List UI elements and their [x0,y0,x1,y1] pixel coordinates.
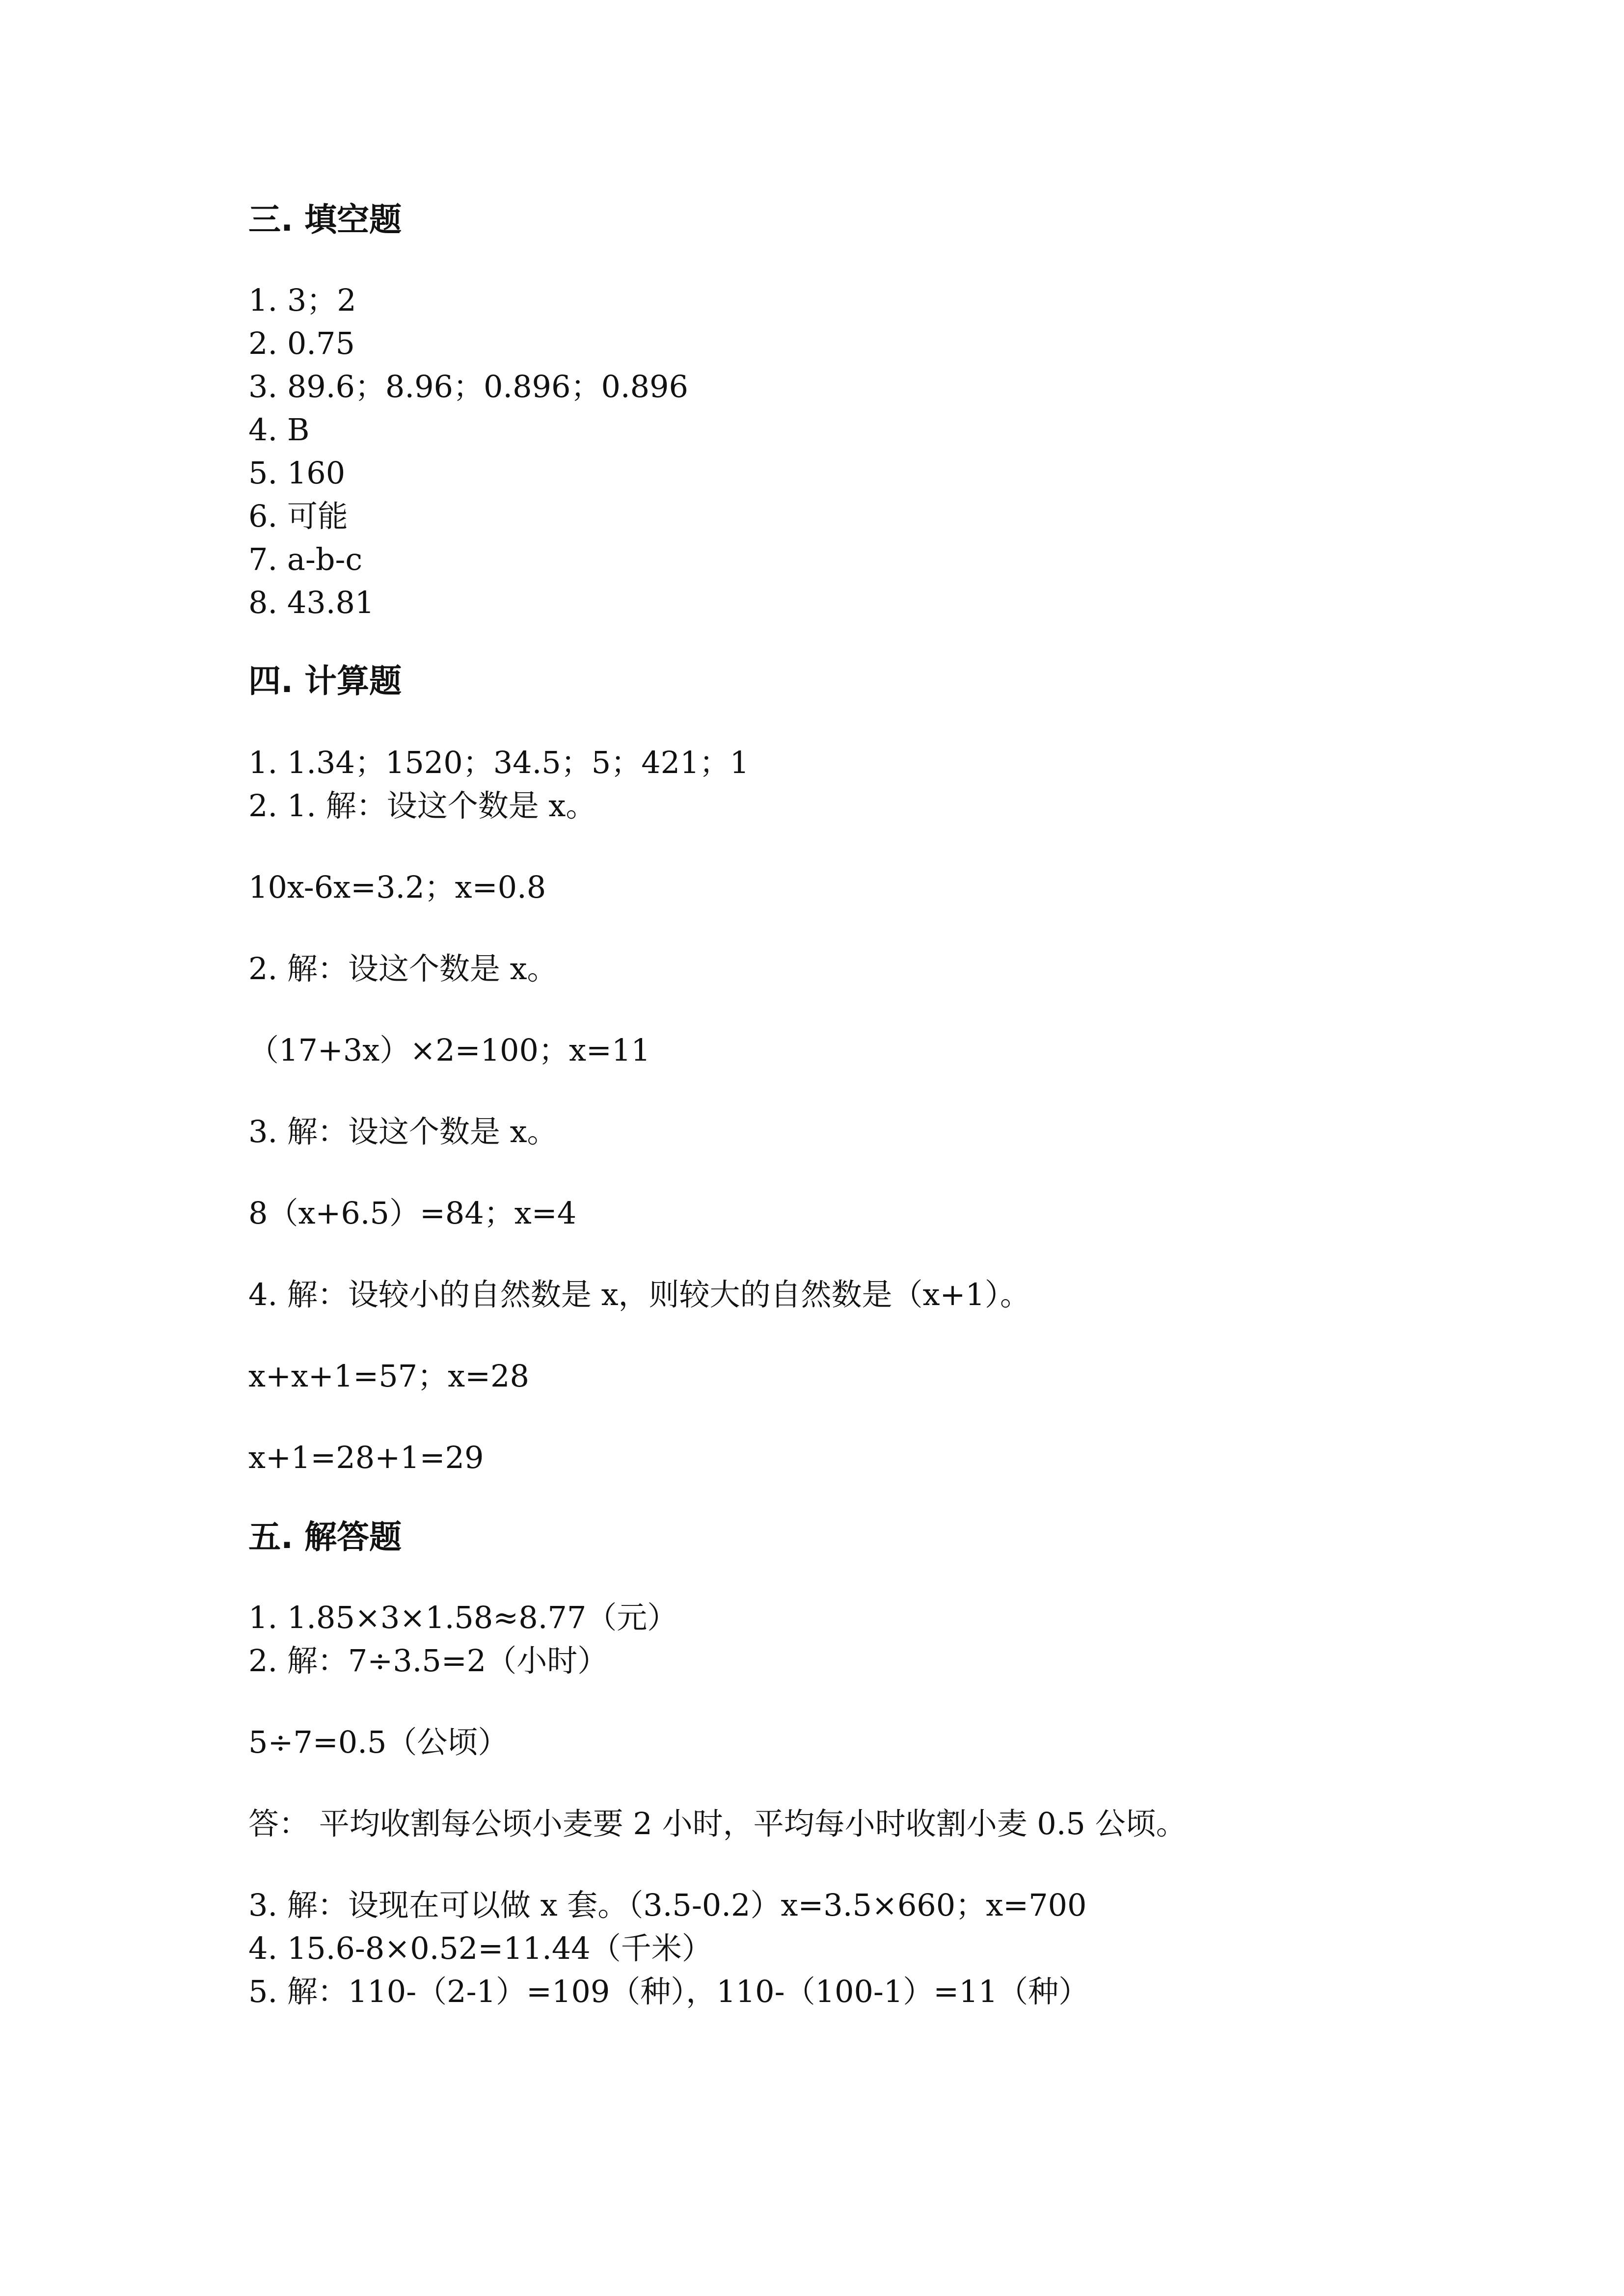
section-heading-calculation: 四. 计算题 [248,662,402,700]
answer-line: 答： 平均收割每公顷小麦要 2 小时，平均每小时收割小麦 0.5 公顷。 [248,1806,1187,1842]
answer-line: 4. 解：设较小的自然数是 x，则较大的自然数是（x+1）。 [248,1277,1030,1312]
answer-line: 8（x+6.5）=84；x=4 [248,1195,577,1231]
answer-line: 4. B [248,412,310,448]
answer-line: 4. 15.6-8×0.52=11.44（千米） [248,1930,712,1966]
answer-line: 2. 0.75 [248,325,355,361]
answer-line: 8. 43.81 [248,585,375,620]
answer-line: 7. a-b-c [248,541,363,577]
answer-line: 2. 解：设这个数是 x。 [248,951,558,987]
answer-line: x+1=28+1=29 [248,1440,484,1475]
answer-line: 5. 160 [248,455,346,491]
section-heading-solve: 五. 解答题 [248,1518,402,1556]
answer-line: 1. 1.34；1520；34.5；5；421；1 [248,745,749,780]
answer-line: 3. 解：设这个数是 x。 [248,1114,558,1149]
answer-line: x+x+1=57；x=28 [248,1358,529,1394]
answer-line: 2. 解：7÷3.5=2（小时） [248,1643,608,1679]
answer-line: 5÷7=0.5（公顷） [248,1724,509,1760]
answer-line: 1. 1.85×3×1.58≈8.77（元） [248,1600,678,1635]
answer-line: 5. 解：110-（2-1）=109（种），110-（100-1）=11（种） [248,1974,1089,2009]
answer-line: 6. 可能 [248,498,348,534]
answer-line: 2. 1. 解：设这个数是 x。 [248,788,596,824]
answer-line: 10x-6x=3.2；x=0.8 [248,869,546,905]
answer-line: 1. 3；2 [248,282,356,318]
answer-line: （17+3x）×2=100；x=11 [248,1032,650,1068]
answer-line: 3. 89.6；8.96；0.896；0.896 [248,369,688,404]
section-heading-fill-blank: 三. 填空题 [248,201,402,239]
answer-line: 3. 解：设现在可以做 x 套。（3.5-0.2）x=3.5×660；x=700 [248,1887,1087,1923]
